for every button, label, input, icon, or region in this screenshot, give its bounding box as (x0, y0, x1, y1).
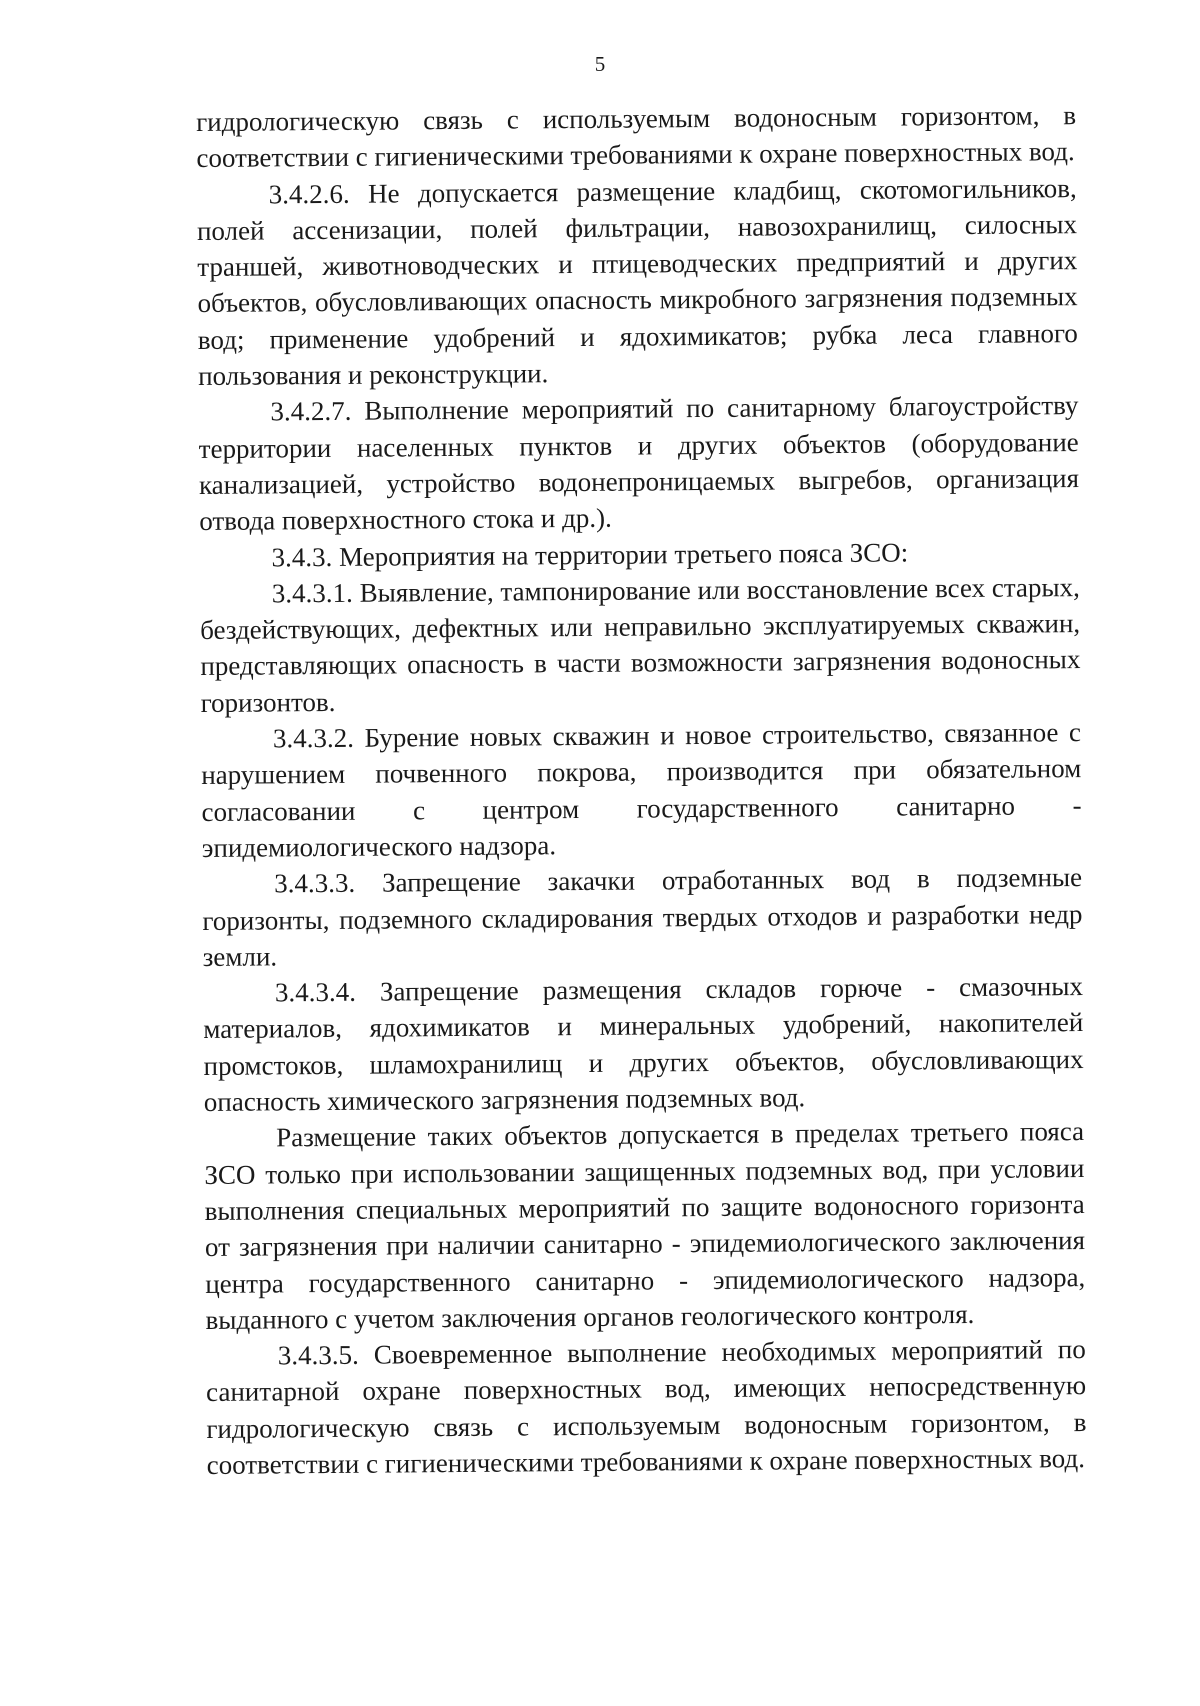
paragraph-placement-conditions: Размещение таких объектов допускается в пределах третьего пояса ЗСО только при использовании защищенных подземных вод, при условии выполнения специальных мероприятий по защите водоносного горизонта от загрязнения при наличии санитарно - эпидемиологического заключения центра государственного санитарно - эпидемиологического надзора, выданного с учетом заключения органов геологического контроля. (204, 1116, 1086, 1335)
paragraph-3-4-3-4: 3.4.3.4. Запрещение размещения складов горюче - смазочных материалов, ядохимикатов и минеральных удобрений, накопителей промстоков, шламохранилищ и других объектов, обусловливающих опасность химического загрязнения подземных вод. (203, 971, 1084, 1117)
page-number: 5 (594, 52, 606, 76)
paragraph-3-4-2-7: 3.4.2.7. Выполнение мероприятий по санитарному благоустройству территории населенных пунктов и других объектов (оборудование канализацией, устройство водонепроницаемых выгребов, организация отвода поверхностного стока и др.). (198, 390, 1080, 537)
paragraph-3-4-3-5: 3.4.3.5. Своевременное выполнение необходимых мероприятий по санитарной охране поверхностных вод, имеющих непосредственную гидрологическую связь с используемым водоносным горизонтом, в соответствии с гигиеническими требованиями к охране поверхностных вод. (206, 1334, 1087, 1480)
paragraph-3-4-3-heading: 3.4.3. Мероприятия на территории третьего пояса ЗСО: (271, 536, 909, 572)
paragraph-3-4-3-3: 3.4.3.3. Запрещение закачки отработанных вод в подземные горизонты, подземного складирования твердых отходов и разработки недр земли. (202, 862, 1083, 972)
paragraph-3-4-3-1: 3.4.3.1. Выявление, тампонирование или восстановление всех старых, бездействующих, дефектных или неправильно эксплуатируемых скважин, представляющих опасность в части возможности загрязнения водоносных горизонтов. (200, 571, 1081, 718)
paragraph-3-4-2-6: 3.4.2.6. Не допускается размещение кладбищ, скотомогильников, полей ассенизации, полей фильтрации, навозохранилищ, силосных траншей, животноводческих и птицеводческих предприятий и других объектов, обусловливающих опасность микробного загрязнения подземных вод; применение удобрений и ядохимикатов; рубка леса главного пользования и реконструкции. (196, 172, 1078, 392)
paragraph-3-4-3-2: 3.4.3.2. Бурение новых скважин и новое строительство, связанное с нарушением почвенного покрова, производится при обязательном согласовании с центром государственного санитарно - эпидемиологического надзора. (201, 717, 1082, 863)
document-body (196, 97, 1087, 1483)
paragraph-continuation: гидрологическую связь с используемым водоносным горизонтом, в соответствии с гигиеническими требованиями к охране поверхностных вод. (196, 100, 1077, 174)
